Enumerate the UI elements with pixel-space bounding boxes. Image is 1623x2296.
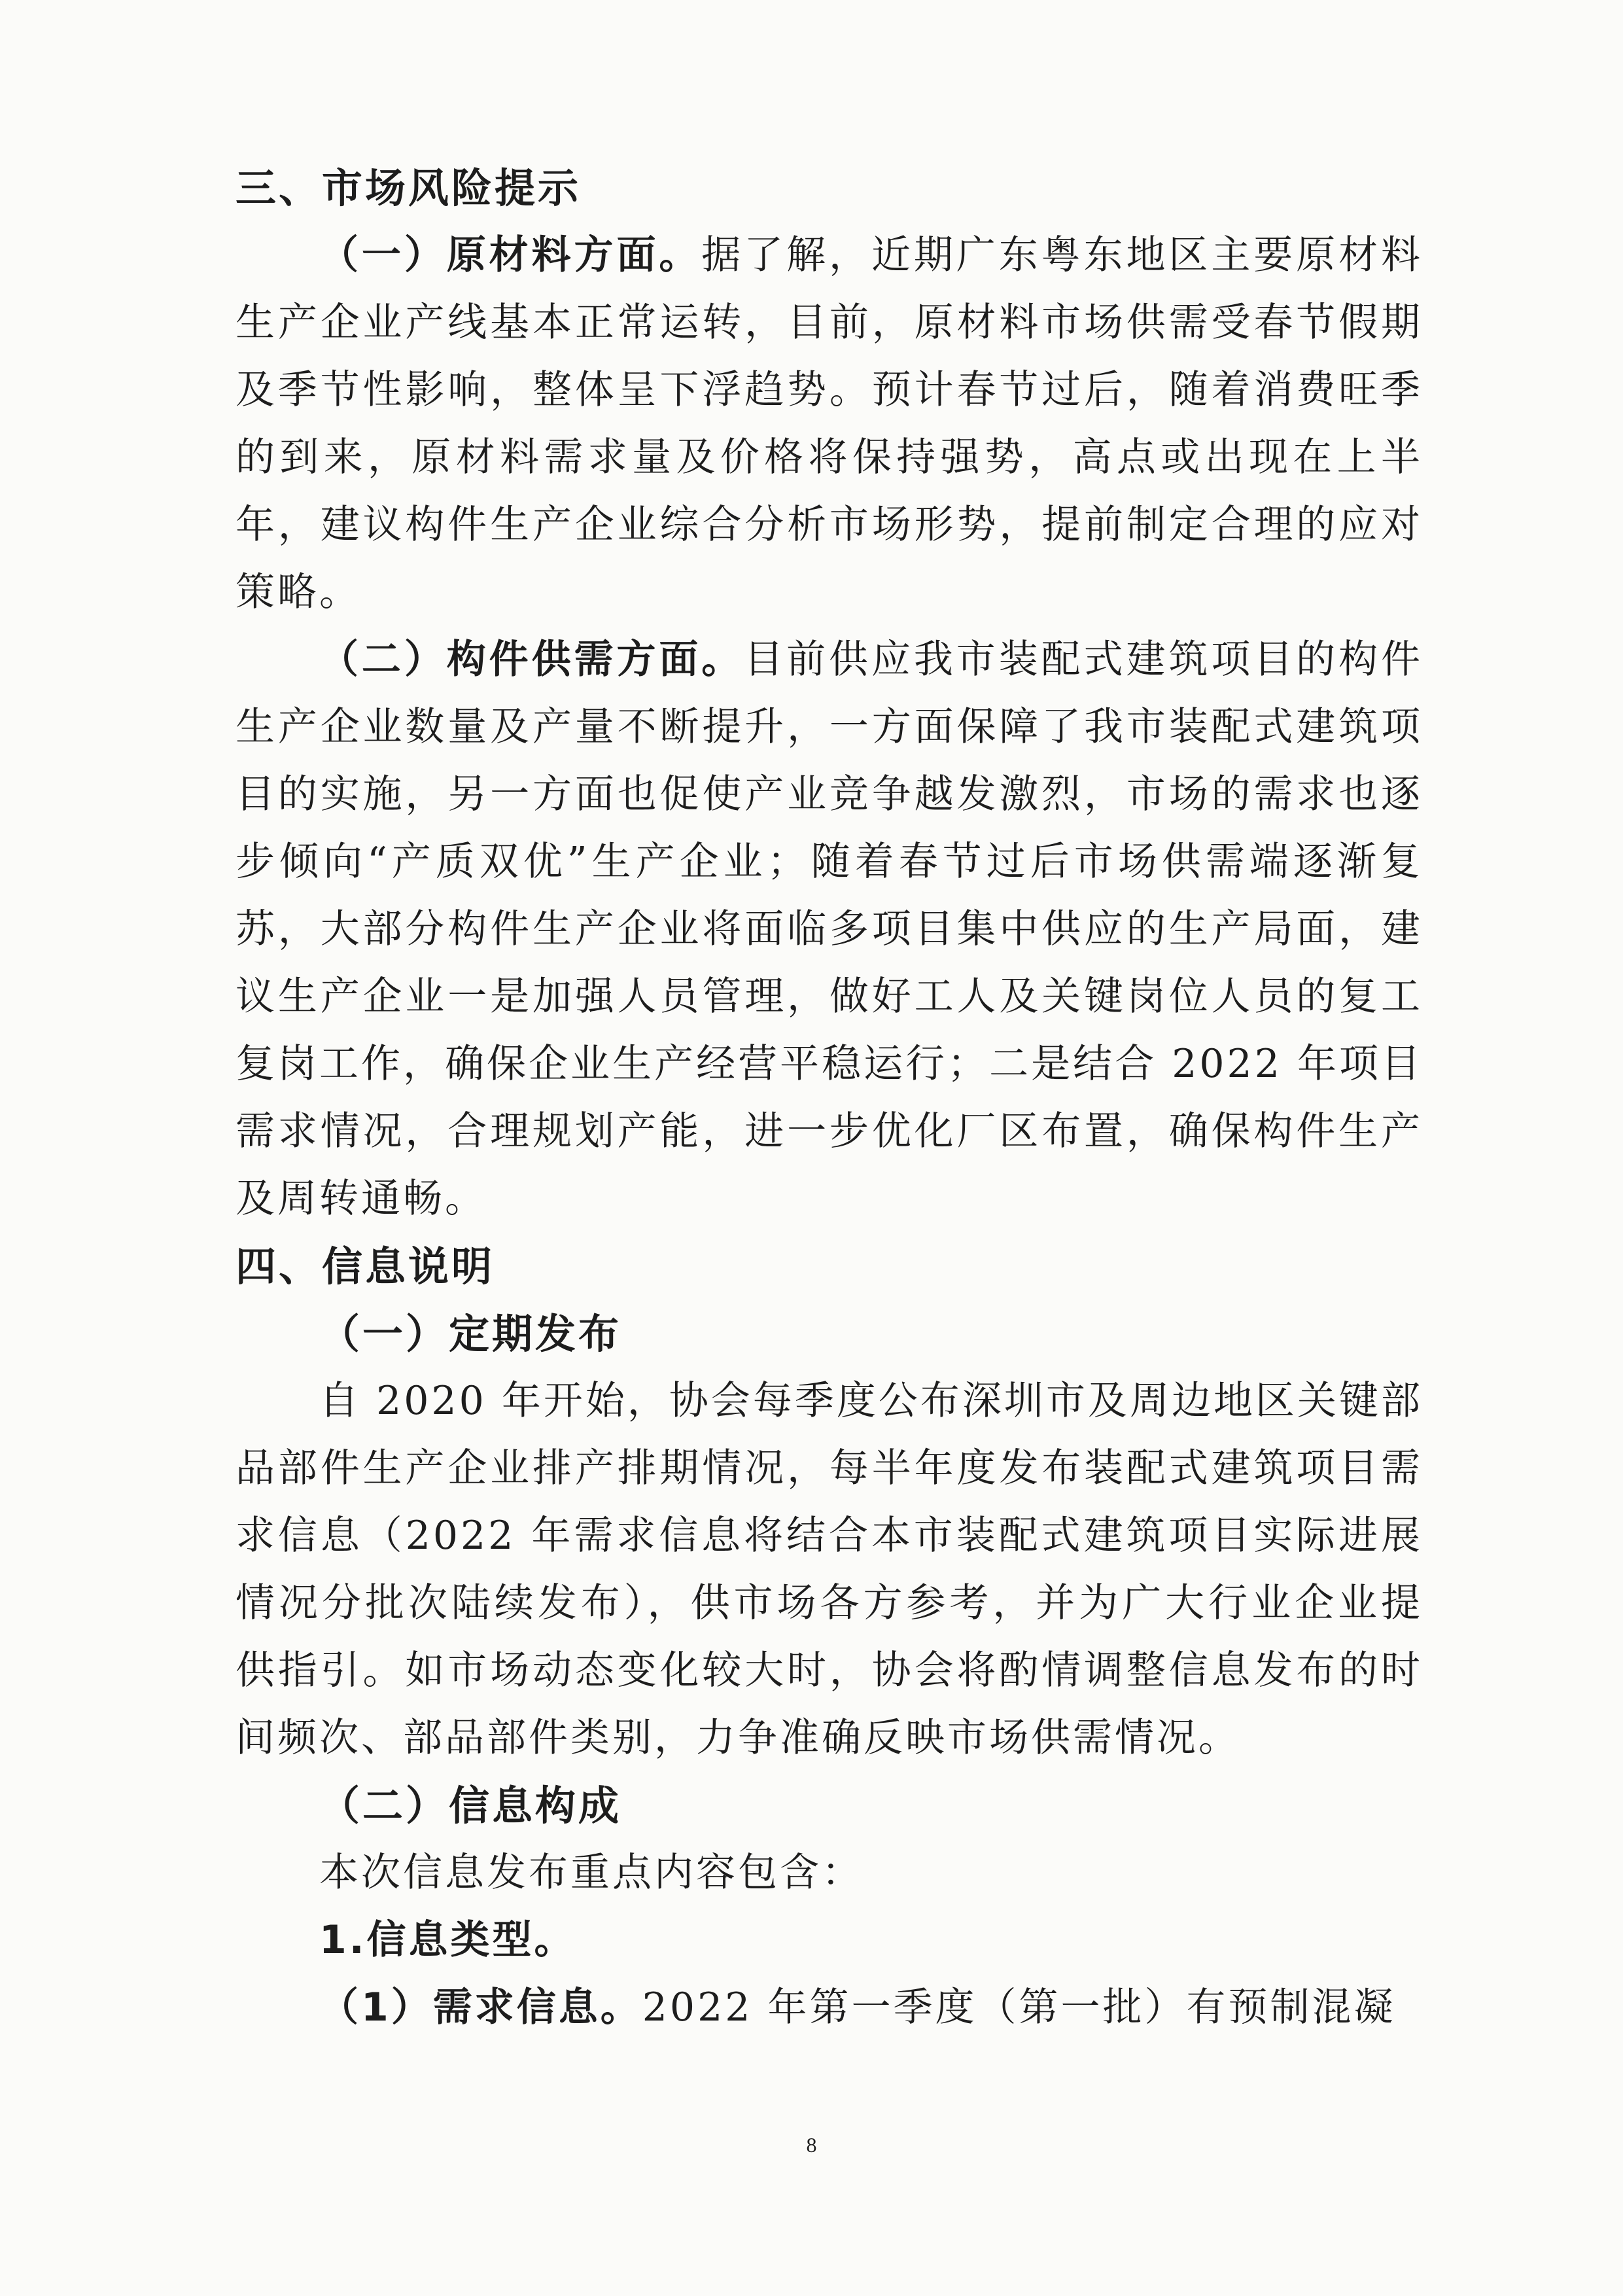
paragraph-info-intro: 本次信息发布重点内容包含： xyxy=(319,1850,864,1896)
paragraph-text-demand-info: 2022 年第一季度（第一批）有预制混凝 xyxy=(642,1985,1396,2030)
section-heading-info-notes: 四、信息说明 xyxy=(236,1243,495,1290)
paragraph-text-component-supply: 目前供应我市装配式建筑项目的构件生产企业数量及产量不断提升，一方面保障了我市装配式建筑项目的实施，另一方面也促使产业竞争越发激烈，市场的需求也逐步倾向“产质双优”生产企业；随着春节过后市场供需端逐渐复苏，大部分构件生产企业将面临多项目集中供应的生产局面，建议生产企业一是加强人员管理，做好工人及关键岗位人员的复工复岗工作，确保企业生产经营平稳运行；二是结合 2022 年项目需求情况，合理规划产能，进一步优化厂区布置，确保构件生产及周转通畅。 xyxy=(236,637,1423,1222)
section-heading-market-risk: 三、市场风险提示 xyxy=(236,164,582,212)
document-page xyxy=(236,154,1423,2041)
subheading-periodic-release: （一）定期发布 xyxy=(319,1310,622,1358)
paragraph-text-raw-materials: 据了解，近期广东粤东地区主要原材料生产企业产线基本正常运转，目前，原材料市场供需受春节假期及季节性影响，整体呈下浮趋势。预计春节过后，随着消费旺季的到来，原材料需求量及价格将保持强势，高点或出现在上半年，建议构件生产企业综合分析市场形势，提前制定合理的应对策略。 xyxy=(236,232,1423,615)
paragraph-lead-raw-materials: （一）原材料方面。 xyxy=(319,232,702,278)
paragraph-raw-materials xyxy=(236,222,1423,626)
subheading-info-composition: （二）信息构成 xyxy=(319,1782,622,1829)
paragraph-demand-info xyxy=(236,1974,1423,2041)
item-heading-info-type: 1.信息类型。 xyxy=(319,1917,576,1963)
paragraph-periodic-release: 自 2020 年开始，协会每季度公布深圳市及周边地区关键部品部件生产企业排产排期情况，每半年度发布装配式建筑项目需求信息（2022 年需求信息将结合本市装配式建筑项目实际进展情况分批次陆续发布），供市场各方参考，并为广大行业企业提供指引。如市场动态变化较大时，协会将酌情调整信息发布的时间频次、部品部件类别，力争准确反映市场供需情况。 xyxy=(236,1378,1423,1761)
paragraph-component-supply xyxy=(236,626,1423,1233)
paragraph-lead-component-supply: （二）构件供需方面。 xyxy=(319,637,744,682)
page-number: 8 xyxy=(806,2133,817,2157)
paragraph-lead-demand-info: （1）需求信息。 xyxy=(319,1985,642,2030)
